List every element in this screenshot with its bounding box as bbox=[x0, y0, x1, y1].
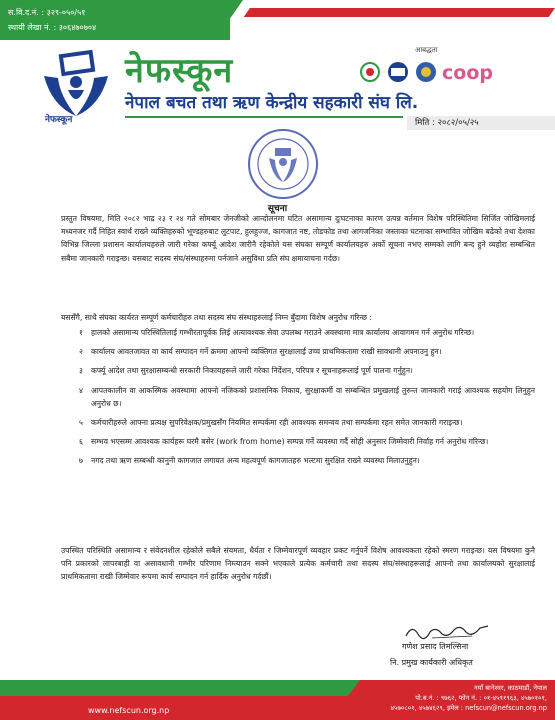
nefscun-logo-icon bbox=[38, 46, 114, 122]
org-full-name: नेपाल बचत तथा ऋण केन्द्रीय सहकारी संघ लि. bbox=[125, 93, 419, 113]
registration-number: स.वि.द.नं. : ३२९-०५०/५१ bbox=[8, 8, 86, 17]
notice-paragraph-3: उपस्थित परिस्थिति असामान्य र संवेदनशील रहेकोले सबैले संयमता, धैर्यता र जिम्मेवारपूर्ण व्यवहार प्रकट गर्नुपर्ने विशेष आवश्यकता रहेको स्मरण गराइन्छ। यस विषयमा कुनै पनि प्रकारको लापरबाही वा असावधानी गम्भीर परिणाम निम्त्याउन सक्ने भएकाले प्रत्येक कर्मचारी तथा सदस्य संघ/संस्थाहरूलाई आफ्नो तथा कार्यालयको सुरक्षालाई प्राथमिकतामा राखी जिम्मेवार रूपमा कार्य सम्पादन गर्न हार्दिक अनुरोध गर्दछौं। bbox=[61, 546, 535, 582]
list-item-number: १ bbox=[79, 328, 83, 337]
list-item bbox=[61, 345, 535, 358]
title-underline bbox=[125, 116, 403, 118]
list-item bbox=[61, 416, 535, 429]
list-item-text: आपतकालीन वा आकस्मिक अवस्थामा आफ्नो नजिकको प्रशासनिक निकाय, सुरक्षाकर्मी वा सम्बन्धित प्रमुखलाई तुरुन्त जानकारी गराई आवश्यक सहयोग लिनुहुन अनुरोध छ। bbox=[91, 385, 535, 408]
list-item-number: ३ bbox=[79, 366, 83, 376]
top-band bbox=[0, 0, 555, 40]
request-list bbox=[61, 326, 535, 474]
footer-red-band bbox=[0, 696, 360, 720]
list-item-text: सम्भव भएसम्म आवश्यक कार्यहरू घरमै बसेर (work from home) सम्पन्न गर्ने व्यवस्था गर्दै सोही अनुसार जिम्मेवारी निर्वाह गर्न अनुरोध गरिन्छ। bbox=[91, 437, 489, 447]
list-item-text: नगद तथा ऋण सम्बन्धी कानुनी कागजात लगायत अन्य महत्वपूर्ण कागजातहरु भल्टमा सुरक्षित राख्ने व्यवस्था मिलाउनुहुन। bbox=[91, 456, 420, 466]
logo-caption: नेफस्कून bbox=[45, 115, 73, 125]
acca-icon bbox=[388, 62, 408, 82]
list-item-text: कर्फ्यू आदेश तथा सुरक्षासम्बन्धी सरकारी निकायहरूले जारी गरेका निर्देशन, परिपत्र र सूचनाहरूलाई पूर्ण पालना गर्नुहुन। bbox=[91, 366, 413, 376]
organization-seal-icon bbox=[247, 128, 319, 200]
footer-address-line-3: ४५७०८०१, ४५७४६२९, इमेल : nefscun@nefscun.org.np bbox=[390, 704, 547, 712]
red-stripe bbox=[244, 8, 555, 17]
list-item bbox=[61, 326, 535, 339]
list-item-number: ७ bbox=[79, 456, 83, 466]
org-short-name: नेफस्कून bbox=[125, 51, 234, 91]
list-item bbox=[61, 364, 535, 377]
notice-heading: सूचना bbox=[267, 204, 288, 214]
notice-paragraph-1: प्रस्तुत विषयमा, मिति २०८२ भाद्र २३ र २४ गते सोमबार जेनजीको आन्दोलनमा घटित असामान्य दुःघटनाका कारण उत्पन्न वर्तमान विशेष परिस्थितिमा सिर्जित जोखिमलाई मध्यनजर गर्दै निहित स्वार्थ राख्ने व्यक्तिहरुको भूण्डहरुबाट लुटपाट, हुलहुज्ज, कागजात नष्ट, तोडफोड तथा आगजनिका जस्ताका घटनाका सम्भावित जोखिम बढेको तथा देशका विभिन्न जिल्ला प्रशासन कार्यालयहरुले जारी गरेका कर्फ्यू आदेश जारीनै रहेकोले यस संघका सम्पूर्ण कार्यालयहरु अर्को सूचना नभए सम्मको लागि बन्द हुने व्यहोरा सम्बन्धित सबैमा जानकारी गराइन्छ। यसबाट सदस्य संघ/संस्थाहरुमा पर्नजाने असुविधा प्रति संघ क्षमायाचना गर्दछ। bbox=[61, 214, 535, 263]
list-item-text: कर्मचारीहरुले आफ्ना प्रत्यक्ष सुपरिवेक्षक/प्रमुखसँग नियमित सम्पर्कमा रही आवश्यक समन्वय तथा सम्पर्कमा रहन समेत जानकारी गराइन्छ। bbox=[91, 418, 463, 428]
registration-band-angle bbox=[215, 0, 243, 40]
list-item bbox=[61, 454, 535, 467]
footer-website-link[interactable]: www.nefscun.org.np bbox=[88, 706, 170, 715]
list-item-text: कार्यालय आवतजावत वा कार्य सम्पादन गर्ने क्रममा आफ्नो व्यक्तिगत सुरक्षालाई उच्च प्राथमिकतामा राखी सावधानी अपनाउनु हुन। bbox=[91, 347, 442, 357]
list-item-text: हालको असामान्य परिस्थितिलाई गम्भीरतापूर्वक लिई अत्यावश्यक सेवा उपलब्ध गराउने अवस्थामा मात्र कार्यालय आवागमन गर्न अनुरोध गरिन्छ। bbox=[91, 328, 475, 337]
list-item-number: ४ bbox=[79, 385, 83, 395]
notice-paragraph-2: यससँगै, साथै संघका कार्यरत सम्पूर्ण कर्मचारीहरु तथा सदस्य संघ संस्थाहरुलाई निम्न बुँदामा विशेष अनुरोध गरिन्छ : bbox=[61, 313, 372, 322]
affiliation-logos bbox=[358, 60, 548, 84]
footer-address-line-2: पो.ब.नं. : ९७६२, फोन नं. : ०१-४५९१९६३, ४५७०१०१, bbox=[415, 694, 547, 702]
coop-logo-text: coop bbox=[442, 62, 493, 84]
date-label: मिति : bbox=[415, 118, 435, 128]
list-item-number: ५ bbox=[79, 418, 83, 428]
registration-band bbox=[0, 0, 230, 40]
list-item-number: २ bbox=[79, 347, 83, 357]
woccu-icon bbox=[416, 62, 436, 82]
nefscun-affiliate-icon bbox=[361, 63, 379, 81]
list-item bbox=[61, 384, 535, 410]
affiliation-label: आबद्धता bbox=[415, 46, 438, 54]
date-box bbox=[407, 116, 555, 130]
date-value: २०८२/०५/२५ bbox=[437, 118, 479, 128]
list-item-number: ६ bbox=[79, 437, 83, 447]
footer-address-line-1: नयाँ बानेश्वर, काठमाडौं, नेपाल bbox=[473, 684, 547, 692]
list-item bbox=[61, 435, 535, 448]
handwritten-signature bbox=[402, 620, 492, 642]
signatory-name: गणेश प्रसाद तिमल्सिना bbox=[402, 642, 469, 651]
pan-number: स्थायी लेखा नं. : ३०६४७०७०४ bbox=[8, 23, 97, 32]
footer-angle bbox=[330, 680, 360, 720]
signatory-title: नि. प्रमुख कार्यकारी अधिकृत bbox=[390, 658, 473, 667]
